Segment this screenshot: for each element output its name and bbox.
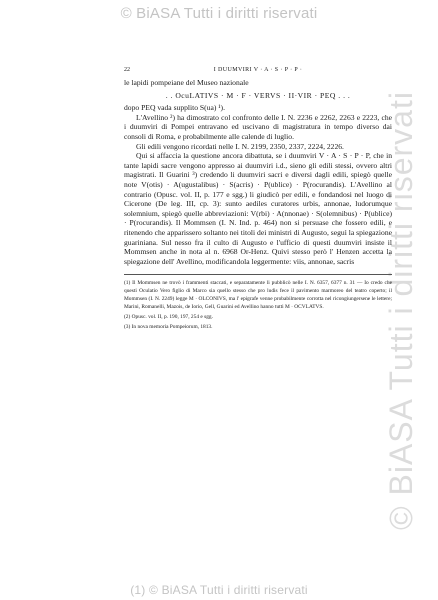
text-line-3: dopo PEQ vada supplito S(ua) ¹). [124,103,225,113]
paragraph-avellino: L'Avellino ²) ha dimostrato col confronto delle I. N. 2236 e 2262, 2263 e 2223, che i duumviri di Pompei entravano ed uscivano di magistratura in tempo diverso dai consoli di Roma, e probabilmente alle calende di luglio. [124,112,392,141]
inscription-line: . . OcuLATIVS · M · F · VERVS · II·VIR · PEQ . . . [165,90,351,100]
running-head: I DUUMVIRI V · A · S · P · P · [213,67,303,73]
running-header [124,66,392,74]
header-spacer [372,66,392,74]
footnote-3: (3) In nova memoria Pompeiorum, 1813. [124,324,213,331]
paragraph-edili: Gli edili vengono ricordati nelle I. N. 2199, 2350, 2337, 2224, 2226. [136,141,344,151]
copyright-banner-bottom: (1) © BiASA Tutti i diritti riservati [130,583,308,597]
footnote-2: (2) Opusc. vol. II, p. 190, 197, 254 e sgg. [124,314,213,321]
copyright-banner-top: © BiASA Tutti i diritti riservati [120,4,318,22]
document-page [124,66,392,333]
footnote-rule [124,274,392,275]
watermark-text: © BiASA Tutti i diritti riservati [382,90,419,530]
footnote-1: (1) Il Mommsen ne trovò i frammenti staccati, e separatamente li pubblicò nelle I. N. 6357, 6377 n. 31 — Io credo che questi Oculatio Vero figlio di Marco sia quello stesso che pro ludis fece il pavimento marmoreo del teatro coperto; il Mommsen (I. N. 2249) legge M · OLCONIVS, ma l' epigrafe venne probabilmente corrotta nel ricongiungersene le lettere; Marini, Romanelli, Mazois, de Iorio, Gell, Guarini ed Avellino hanno tutti M · OCVLATVS. [124,280,392,311]
text-line-1: le lapidi pompeiane del Museo nazionale [124,78,249,87]
page-number: 22 [124,67,130,73]
paragraph-question: Qui si affaccia la questione ancora dibattuta, se i duumviri V · A · S · P · P, che in tante lapidi sacre vengono appresso ai duumviri i.d., sieno gli edili stessi, ovvero altri magistrati. Il Guarini ³) credendo li duumviri sacri e diversi dagli edili, spiegò quelle note V(otis) · A(ugustalibus) · S(acris) · P(ublice) · P(rocurandis). L'Avellino al contrario (Opusc. vol. II, p. 177 e sgg.) li giudicò per edili, e fondandosi nel luogo di Cicerone (De leg. III, cp. 3): sunto aediles curatores urbis, annonae, ludorumque solemnium, spiegò quelle abbreviazioni: V(rbi) · A(nnonae) · S(olemnibus) · P(ublice) · P(rocurandis). Il Mommsen (I. N. Ind. p. 464) non si persuase che fossero edili, e ritenendo che apparissero soltanto nei titoli dei ministri di Augusto, seguì la spiegazione guariniana. Sul nesso fra il culto di Augusto e l'ufficio di questi duumviri insiste il Mommsen anche in nota al n. 6968 Or-Henz. Quivi stesso però l' Henzen accetta la spiegazione dell' Avellino, modificandola leggermente: viis, annonae, sacris [124,151,392,266]
